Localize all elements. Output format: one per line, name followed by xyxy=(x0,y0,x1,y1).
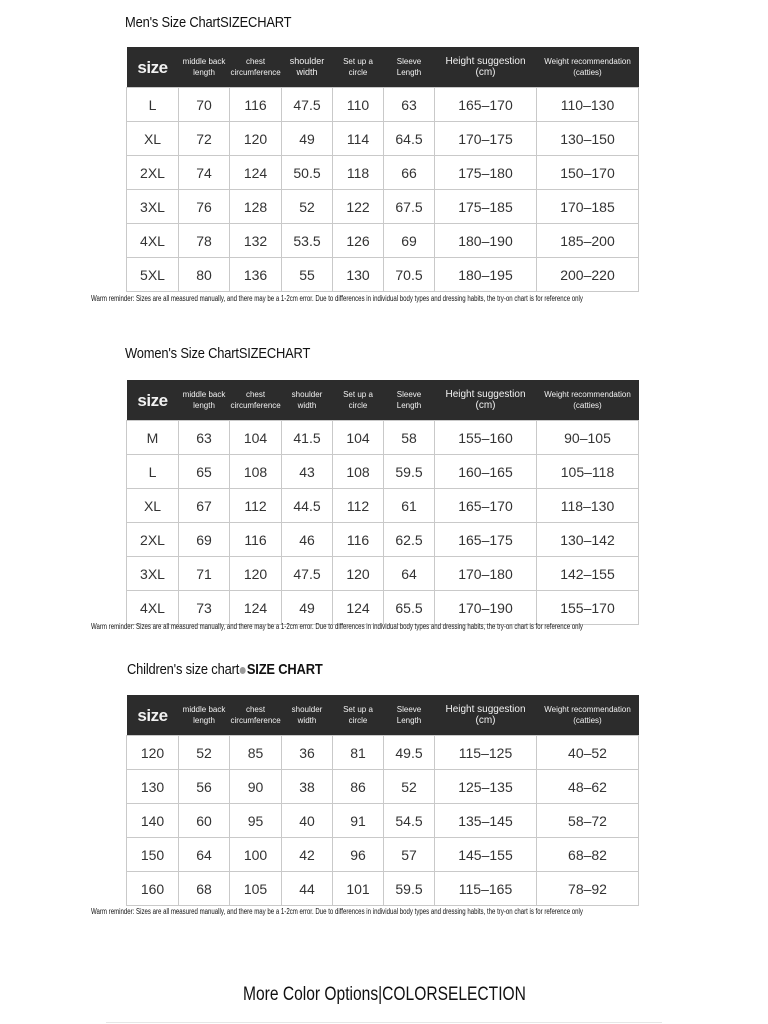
womens-table-body xyxy=(127,421,639,625)
table-cell: 128 xyxy=(230,190,282,224)
table-cell: 105–118 xyxy=(537,455,639,489)
table-cell: 155–170 xyxy=(537,591,639,625)
table-row xyxy=(127,190,639,224)
table-cell: 65.5 xyxy=(384,591,435,625)
header-middle-back: middle back length xyxy=(179,695,230,736)
children-table-body xyxy=(127,736,639,906)
table-cell: 44.5 xyxy=(282,489,333,523)
table-row xyxy=(127,523,639,557)
table-cell: 170–190 xyxy=(435,591,537,625)
table-cell: 64.5 xyxy=(384,122,435,156)
table-cell: 170–185 xyxy=(537,190,639,224)
table-row xyxy=(127,489,639,523)
table-cell: 120 xyxy=(230,122,282,156)
table-cell: 46 xyxy=(282,523,333,557)
table-cell: 130–142 xyxy=(537,523,639,557)
header-set-up: Set up a circle xyxy=(333,47,384,88)
header-size: size xyxy=(127,695,179,736)
header-set-up: Set up a circle xyxy=(333,380,384,421)
header-weight: Weight recommendation (catties) xyxy=(537,695,639,736)
table-cell: 72 xyxy=(179,122,230,156)
table-cell: 150–170 xyxy=(537,156,639,190)
table-cell: 108 xyxy=(230,455,282,489)
table-cell: 52 xyxy=(384,770,435,804)
womens-title-text: Women's Size Chart xyxy=(125,345,239,362)
table-cell: 64 xyxy=(179,838,230,872)
table-cell: 63 xyxy=(384,88,435,122)
table-cell: 95 xyxy=(230,804,282,838)
size-cell: 4XL xyxy=(127,224,179,258)
size-cell: 140 xyxy=(127,804,179,838)
header-shoulder: shoulder width xyxy=(282,380,333,421)
table-cell: 160–165 xyxy=(435,455,537,489)
table-row xyxy=(127,770,639,804)
table-cell: 86 xyxy=(333,770,384,804)
mens-warm-reminder: Warm reminder: Sizes are all measured manually, and there may be a 1-2cm error. Due to differences in individual body types and dressing habits, the try-on chart is for reference only xyxy=(91,294,583,303)
table-row xyxy=(127,838,639,872)
children-title-text: Children's size chart xyxy=(127,661,240,678)
table-cell: 116 xyxy=(230,88,282,122)
table-cell: 65 xyxy=(179,455,230,489)
size-cell: 2XL xyxy=(127,156,179,190)
table-cell: 200–220 xyxy=(537,258,639,292)
table-cell: 49.5 xyxy=(384,736,435,770)
table-cell: 116 xyxy=(230,523,282,557)
table-cell: 67.5 xyxy=(384,190,435,224)
table-row xyxy=(127,224,639,258)
cursor-dot-icon xyxy=(240,667,246,674)
header-weight: Weight recommendation (catties) xyxy=(537,47,639,88)
table-cell: 76 xyxy=(179,190,230,224)
header-chest: chest circumference xyxy=(230,380,282,421)
table-cell: 74 xyxy=(179,156,230,190)
bottom-divider xyxy=(106,1022,662,1023)
table-row xyxy=(127,872,639,906)
table-cell: 40–52 xyxy=(537,736,639,770)
mens-title-en: SIZECHART xyxy=(220,14,292,31)
size-cell: M xyxy=(127,421,179,455)
table-cell: 69 xyxy=(179,523,230,557)
table-cell: 170–180 xyxy=(435,557,537,591)
header-size: size xyxy=(127,47,179,88)
table-cell: 116 xyxy=(333,523,384,557)
table-cell: 43 xyxy=(282,455,333,489)
children-warm-reminder: Warm reminder: Sizes are all measured manually, and there may be a 1-2cm error. Due to differences in individual body types and dressing habits, the try-on chart is for reference only xyxy=(91,907,583,916)
table-cell: 96 xyxy=(333,838,384,872)
table-cell: 71 xyxy=(179,557,230,591)
table-cell: 124 xyxy=(230,591,282,625)
table-cell: 145–155 xyxy=(435,838,537,872)
table-row xyxy=(127,557,639,591)
table-cell: 132 xyxy=(230,224,282,258)
table-cell: 175–185 xyxy=(435,190,537,224)
table-cell: 52 xyxy=(179,736,230,770)
table-cell: 125–135 xyxy=(435,770,537,804)
table-cell: 136 xyxy=(230,258,282,292)
size-cell: XL xyxy=(127,122,179,156)
table-cell: 170–175 xyxy=(435,122,537,156)
table-cell: 78–92 xyxy=(537,872,639,906)
table-cell: 62.5 xyxy=(384,523,435,557)
size-cell: 150 xyxy=(127,838,179,872)
table-cell: 60 xyxy=(179,804,230,838)
table-cell: 68–82 xyxy=(537,838,639,872)
mens-table-body xyxy=(127,88,639,292)
table-cell: 185–200 xyxy=(537,224,639,258)
table-cell: 49 xyxy=(282,591,333,625)
size-cell: L xyxy=(127,455,179,489)
table-row xyxy=(127,736,639,770)
table-cell: 48–62 xyxy=(537,770,639,804)
table-cell: 44 xyxy=(282,872,333,906)
table-cell: 142–155 xyxy=(537,557,639,591)
header-sleeve: Sleeve Length xyxy=(384,695,435,736)
table-cell: 80 xyxy=(179,258,230,292)
children-title-en: SIZE CHART xyxy=(246,661,323,678)
table-cell: 122 xyxy=(333,190,384,224)
header-chest: chest circumference xyxy=(230,695,282,736)
table-cell: 135–145 xyxy=(435,804,537,838)
womens-size-table xyxy=(126,380,639,625)
table-cell: 63 xyxy=(179,421,230,455)
table-cell: 124 xyxy=(230,156,282,190)
size-cell: 130 xyxy=(127,770,179,804)
table-row xyxy=(127,122,639,156)
header-sleeve: Sleeve Length xyxy=(384,380,435,421)
header-middle-back: middle back length xyxy=(179,47,230,88)
table-row xyxy=(127,156,639,190)
mens-title-text: Men's Size Chart xyxy=(125,14,221,31)
table-cell: 110 xyxy=(333,88,384,122)
color-options-text: More Color Options xyxy=(242,984,378,1005)
table-cell: 126 xyxy=(333,224,384,258)
table-cell: 91 xyxy=(333,804,384,838)
womens-table-header xyxy=(127,380,639,421)
table-cell: 70 xyxy=(179,88,230,122)
table-cell: 105 xyxy=(230,872,282,906)
children-size-table xyxy=(126,695,639,906)
table-cell: 115–125 xyxy=(435,736,537,770)
header-size: size xyxy=(127,380,179,421)
children-chart-title xyxy=(127,661,323,678)
table-cell: 78 xyxy=(179,224,230,258)
table-cell: 66 xyxy=(384,156,435,190)
header-chest: chest circumference xyxy=(230,47,282,88)
table-cell: 52 xyxy=(282,190,333,224)
womens-warm-reminder: Warm reminder: Sizes are all measured manually, and there may be a 1-2cm error. Due to differences in individual body types and dressing habits, the try-on chart is for reference only xyxy=(91,622,583,631)
table-cell: 108 xyxy=(333,455,384,489)
table-cell: 180–190 xyxy=(435,224,537,258)
color-options-separator: | xyxy=(377,984,382,1005)
table-cell: 58–72 xyxy=(537,804,639,838)
table-cell: 53.5 xyxy=(282,224,333,258)
table-cell: 64 xyxy=(384,557,435,591)
size-cell: 2XL xyxy=(127,523,179,557)
table-cell: 120 xyxy=(230,557,282,591)
table-cell: 180–195 xyxy=(435,258,537,292)
table-cell: 68 xyxy=(179,872,230,906)
table-row xyxy=(127,88,639,122)
size-cell: L xyxy=(127,88,179,122)
table-cell: 112 xyxy=(230,489,282,523)
table-row xyxy=(127,591,639,625)
table-cell: 50.5 xyxy=(282,156,333,190)
table-cell: 114 xyxy=(333,122,384,156)
table-cell: 58 xyxy=(384,421,435,455)
table-cell: 130–150 xyxy=(537,122,639,156)
table-cell: 70.5 xyxy=(384,258,435,292)
table-cell: 67 xyxy=(179,489,230,523)
size-cell: 5XL xyxy=(127,258,179,292)
table-cell: 59.5 xyxy=(384,455,435,489)
mens-table-header xyxy=(127,47,639,88)
table-cell: 112 xyxy=(333,489,384,523)
table-cell: 155–160 xyxy=(435,421,537,455)
table-cell: 101 xyxy=(333,872,384,906)
header-height: Height suggestion (cm) xyxy=(435,695,537,736)
table-cell: 56 xyxy=(179,770,230,804)
table-row xyxy=(127,421,639,455)
table-cell: 69 xyxy=(384,224,435,258)
table-cell: 59.5 xyxy=(384,872,435,906)
table-cell: 165–175 xyxy=(435,523,537,557)
table-cell: 118–130 xyxy=(537,489,639,523)
table-cell: 41.5 xyxy=(282,421,333,455)
table-cell: 104 xyxy=(333,421,384,455)
table-cell: 47.5 xyxy=(282,557,333,591)
table-cell: 36 xyxy=(282,736,333,770)
mens-chart-title xyxy=(125,14,291,31)
color-options-heading xyxy=(0,984,768,1006)
size-cell: 160 xyxy=(127,872,179,906)
table-cell: 47.5 xyxy=(282,88,333,122)
table-cell: 57 xyxy=(384,838,435,872)
size-cell: 4XL xyxy=(127,591,179,625)
table-cell: 40 xyxy=(282,804,333,838)
header-weight: Weight recommendation (catties) xyxy=(537,380,639,421)
table-cell: 81 xyxy=(333,736,384,770)
womens-chart-title xyxy=(125,345,310,362)
children-table-header xyxy=(127,695,639,736)
table-cell: 165–170 xyxy=(435,489,537,523)
header-sleeve: Sleeve Length xyxy=(384,47,435,88)
size-cell: 120 xyxy=(127,736,179,770)
header-height: Height suggestion (cm) xyxy=(435,380,537,421)
table-cell: 90 xyxy=(230,770,282,804)
size-cell: 3XL xyxy=(127,557,179,591)
table-cell: 55 xyxy=(282,258,333,292)
header-set-up: Set up a circle xyxy=(333,695,384,736)
table-cell: 38 xyxy=(282,770,333,804)
size-cell: 3XL xyxy=(127,190,179,224)
table-cell: 175–180 xyxy=(435,156,537,190)
table-cell: 73 xyxy=(179,591,230,625)
table-cell: 54.5 xyxy=(384,804,435,838)
womens-title-en: SIZECHART xyxy=(238,345,311,362)
size-cell: XL xyxy=(127,489,179,523)
table-cell: 110–130 xyxy=(537,88,639,122)
table-cell: 104 xyxy=(230,421,282,455)
table-row xyxy=(127,455,639,489)
header-middle-back: middle back length xyxy=(179,380,230,421)
header-shoulder: shoulder width xyxy=(282,47,333,88)
table-row xyxy=(127,258,639,292)
table-cell: 85 xyxy=(230,736,282,770)
color-options-en: COLORSELECTION xyxy=(381,984,526,1005)
table-cell: 120 xyxy=(333,557,384,591)
table-cell: 42 xyxy=(282,838,333,872)
table-cell: 61 xyxy=(384,489,435,523)
table-cell: 90–105 xyxy=(537,421,639,455)
table-cell: 165–170 xyxy=(435,88,537,122)
table-cell: 115–165 xyxy=(435,872,537,906)
table-cell: 118 xyxy=(333,156,384,190)
mens-size-table xyxy=(126,47,639,292)
header-shoulder: shoulder width xyxy=(282,695,333,736)
header-height: Height suggestion (cm) xyxy=(435,47,537,88)
table-cell: 49 xyxy=(282,122,333,156)
table-cell: 100 xyxy=(230,838,282,872)
table-cell: 130 xyxy=(333,258,384,292)
table-row xyxy=(127,804,639,838)
table-cell: 124 xyxy=(333,591,384,625)
